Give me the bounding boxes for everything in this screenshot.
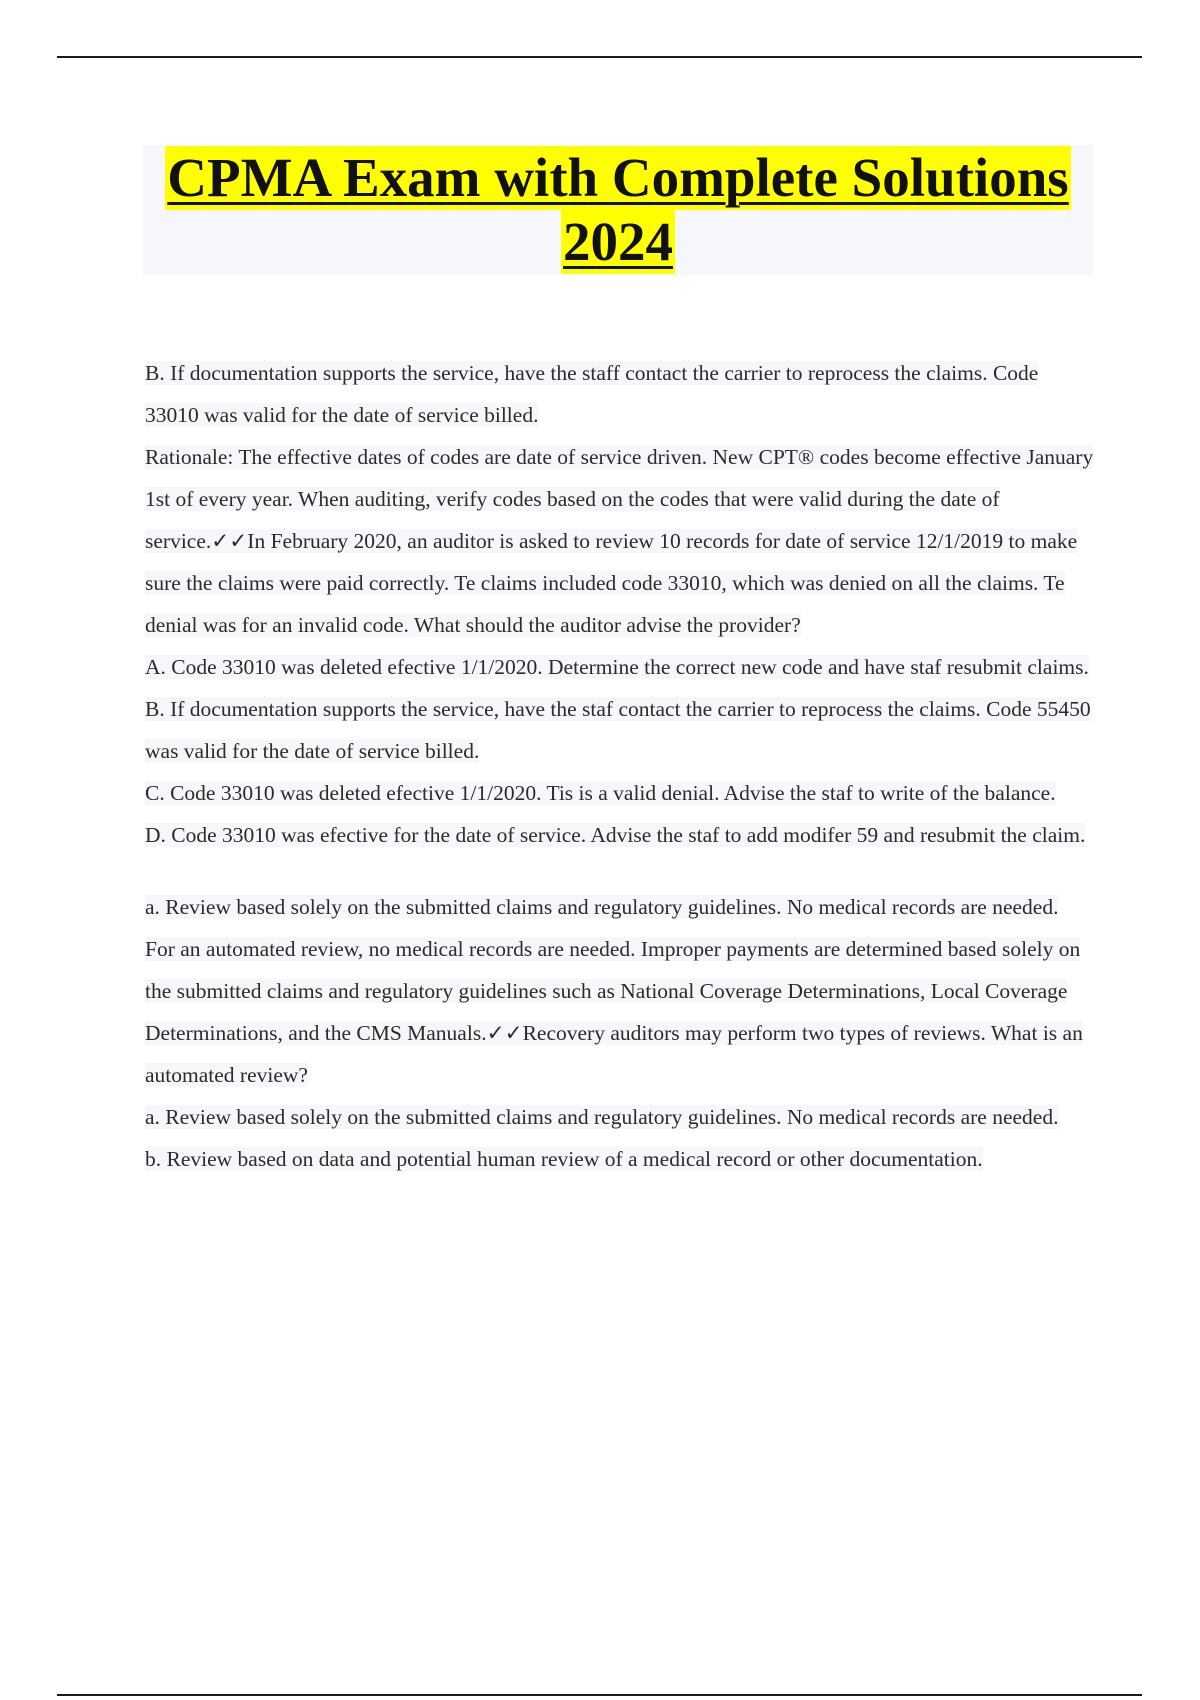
paragraph-text: a. Review based solely on the submitted claims and regulatory guidelines. No medical records are needed. [145, 895, 1059, 919]
paragraph-text: Rationale: The effective dates of codes are date of service driven. New CPT® codes become effective January 1st of every year. When auditing, verify codes based on the codes that were valid during the date of service.✓✓In February 2020, an auditor is asked to review 10 records for date of service 12/1/2019 to make sure the claims were paid correctly. Te claims included code 33010, which was denied on all the claims. Te denial was for an invalid code. What should the auditor advise the provider? [145, 445, 1094, 637]
paragraph [145, 928, 1095, 1096]
header-rule [57, 56, 1142, 58]
paragraph [145, 688, 1095, 772]
section-gap [145, 856, 1095, 886]
document-body [145, 352, 1095, 1180]
paragraph [145, 814, 1095, 856]
paragraph-text: A. Code 33010 was deleted efective 1/1/2020. Determine the correct new code and have staf resubmit claims. [145, 655, 1089, 679]
title-line-1: CPMA Exam with Complete Solutions [167, 147, 1069, 208]
paragraph [145, 646, 1095, 688]
paragraph [145, 1138, 1095, 1180]
paragraph [145, 436, 1095, 646]
document-title [143, 145, 1093, 275]
paragraph-text: For an automated review, no medical records are needed. Improper payments are determined based solely on the submitted claims and regulatory guidelines such as National Coverage Determinations, Local Coverage Determinations, and the CMS Manuals.✓✓Recovery auditors may perform two types of reviews. What is an automated review? [145, 937, 1083, 1087]
paragraph-text: b. Review based on data and potential human review of a medical record or other documentation. [145, 1147, 983, 1171]
paragraph [145, 886, 1095, 928]
paragraph-text: B. If documentation supports the service, have the staff contact the carrier to reprocess the claims. Code 33010 was valid for the date of service billed. [145, 361, 1039, 427]
title-line-2: 2024 [563, 211, 673, 272]
footer-rule [57, 1694, 1142, 1696]
paragraph [145, 352, 1095, 436]
paragraph [145, 1096, 1095, 1138]
paragraph-text: C. Code 33010 was deleted efective 1/1/2020. Tis is a valid denial. Advise the staf to write of the balance. [145, 781, 1056, 805]
paragraph-text: D. Code 33010 was efective for the date of service. Advise the staf to add modifer 59 and resubmit the claim. [145, 823, 1086, 847]
paragraph-text: B. If documentation supports the service, have the staf contact the carrier to reprocess the claims. Code 55450 was valid for the date of service billed. [145, 697, 1091, 763]
paragraph [145, 772, 1095, 814]
paragraph-text: a. Review based solely on the submitted claims and regulatory guidelines. No medical records are needed. [145, 1105, 1059, 1129]
